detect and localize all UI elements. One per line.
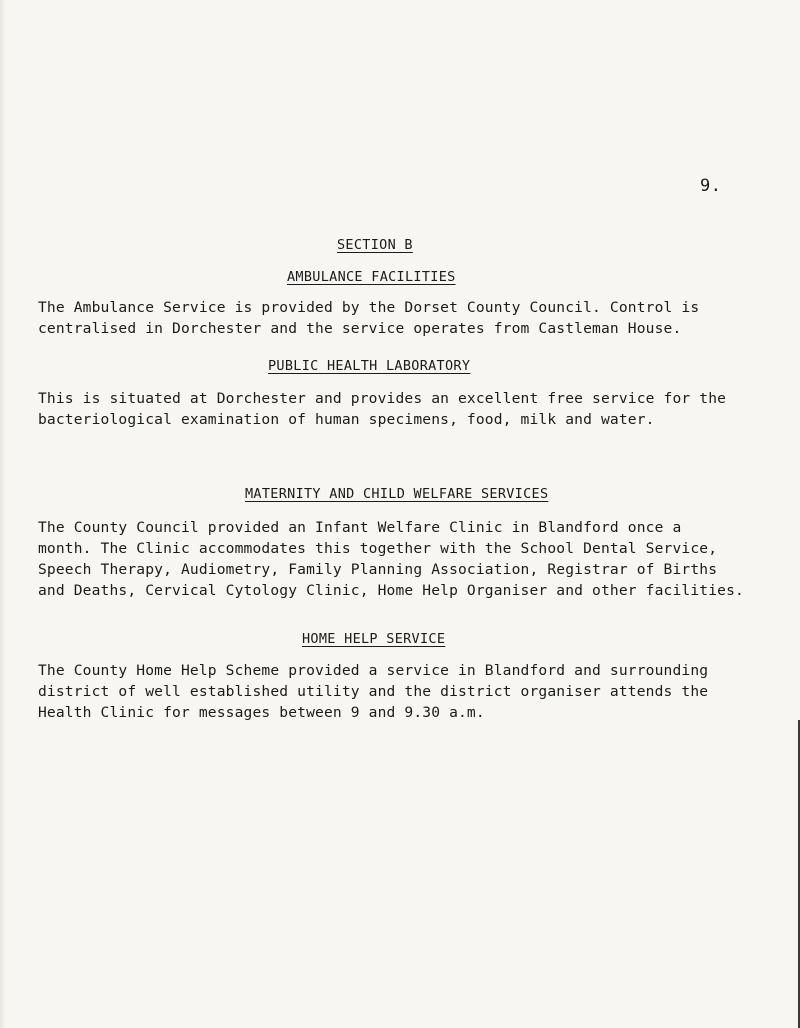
paragraph-line: The County Home Help Scheme provided a service in Blandford and surrounding — [38, 662, 709, 679]
section-title: SECTION B — [337, 237, 413, 253]
paragraph-public-health-laboratory — [38, 388, 762, 430]
heading-ambulance-facilities: AMBULANCE FACILITIES — [287, 269, 456, 285]
paragraph-line: This is situated at Dorchester and provides an excellent free service for the — [38, 390, 727, 407]
paragraph-line: and Deaths, Cervical Cytology Clinic, Home Help Organiser and other facilities. — [38, 582, 744, 599]
paragraph-line: The County Council provided an Infant Welfare Clinic in Blandford once a — [38, 519, 682, 536]
page-number: 9. — [700, 176, 722, 196]
paragraph-line: centralised in Dorchester and the service operates from Castleman House. — [38, 320, 682, 337]
paragraph-line: Speech Therapy, Audiometry, Family Planning Association, Registrar of Births — [38, 561, 718, 578]
heading-maternity-child-welfare: MATERNITY AND CHILD WELFARE SERVICES — [245, 486, 549, 502]
paragraph-line: bacteriological examination of human specimens, food, milk and water. — [38, 411, 655, 428]
paragraph-maternity-child-welfare — [38, 517, 762, 601]
paragraph-line: The Ambulance Service is provided by the Dorset County Council. Control is — [38, 299, 700, 316]
heading-home-help-service: HOME HELP SERVICE — [302, 631, 446, 647]
paragraph-line: district of well established utility and the district organiser attends the — [38, 683, 709, 700]
paragraph-line: month. The Clinic accommodates this together with the School Dental Service, — [38, 540, 718, 557]
paragraph-ambulance-facilities — [38, 297, 762, 339]
page-shadow-left — [0, 0, 6, 1028]
paragraph-line: Health Clinic for messages between 9 and 9.30 a.m. — [38, 704, 485, 721]
paragraph-home-help-service — [38, 660, 762, 723]
heading-public-health-laboratory: PUBLIC HEALTH LABORATORY — [268, 358, 471, 374]
